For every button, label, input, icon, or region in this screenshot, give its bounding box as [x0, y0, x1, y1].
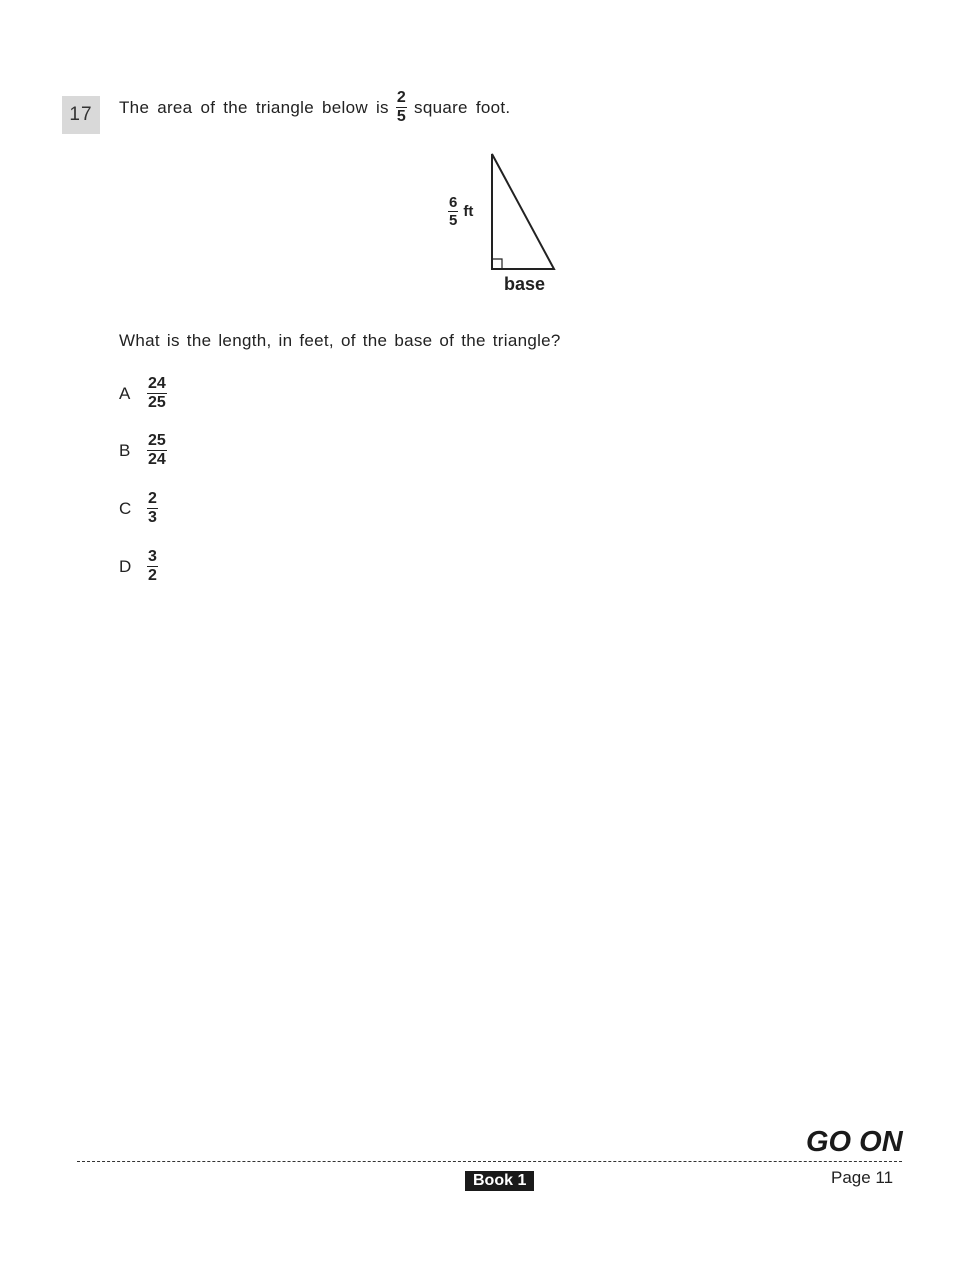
height-numerator: 6 — [449, 194, 458, 211]
choice-denominator: 25 — [148, 394, 166, 411]
height-label — [448, 195, 473, 228]
choice-b[interactable] — [119, 433, 167, 468]
question-stem — [119, 90, 510, 125]
question-prompt: What is the length, in feet, of the base of the triangle? — [119, 331, 561, 350]
choice-letter: C — [119, 498, 132, 518]
triangle-figure — [440, 148, 570, 298]
base-label: base — [504, 274, 546, 294]
area-fraction — [396, 90, 407, 125]
choice-fraction — [147, 376, 167, 411]
choice-letter: A — [119, 383, 131, 403]
area-numerator: 2 — [396, 89, 407, 106]
area-denominator: 5 — [396, 108, 407, 125]
stem-text-after: square foot. — [414, 97, 511, 117]
choice-fraction — [147, 433, 167, 468]
choice-d[interactable] — [119, 549, 158, 584]
right-angle-marker — [492, 259, 502, 269]
choice-numerator: 24 — [148, 375, 166, 392]
choice-denominator: 3 — [148, 509, 157, 526]
choice-fraction — [147, 491, 158, 526]
choice-c[interactable] — [119, 491, 158, 526]
choice-a[interactable] — [119, 376, 167, 411]
choice-numerator: 25 — [148, 432, 166, 449]
choice-fraction — [147, 549, 158, 584]
choice-denominator: 24 — [148, 451, 166, 468]
choice-letter: D — [119, 556, 132, 576]
height-fraction — [448, 195, 458, 228]
question-number: 17 — [62, 96, 100, 134]
choice-numerator: 2 — [148, 490, 157, 507]
stem-text-before: The area of the triangle below is — [119, 97, 389, 117]
choice-denominator: 2 — [148, 567, 157, 584]
height-denominator: 5 — [449, 212, 458, 229]
footer-divider — [77, 1161, 902, 1162]
choice-letter: B — [119, 440, 131, 460]
height-unit: ft — [463, 203, 474, 220]
choice-numerator: 3 — [148, 548, 157, 565]
page-number: Page 11 — [831, 1168, 894, 1187]
book-badge: Book 1 — [465, 1171, 534, 1191]
go-on-label: GO ON — [806, 1126, 903, 1158]
